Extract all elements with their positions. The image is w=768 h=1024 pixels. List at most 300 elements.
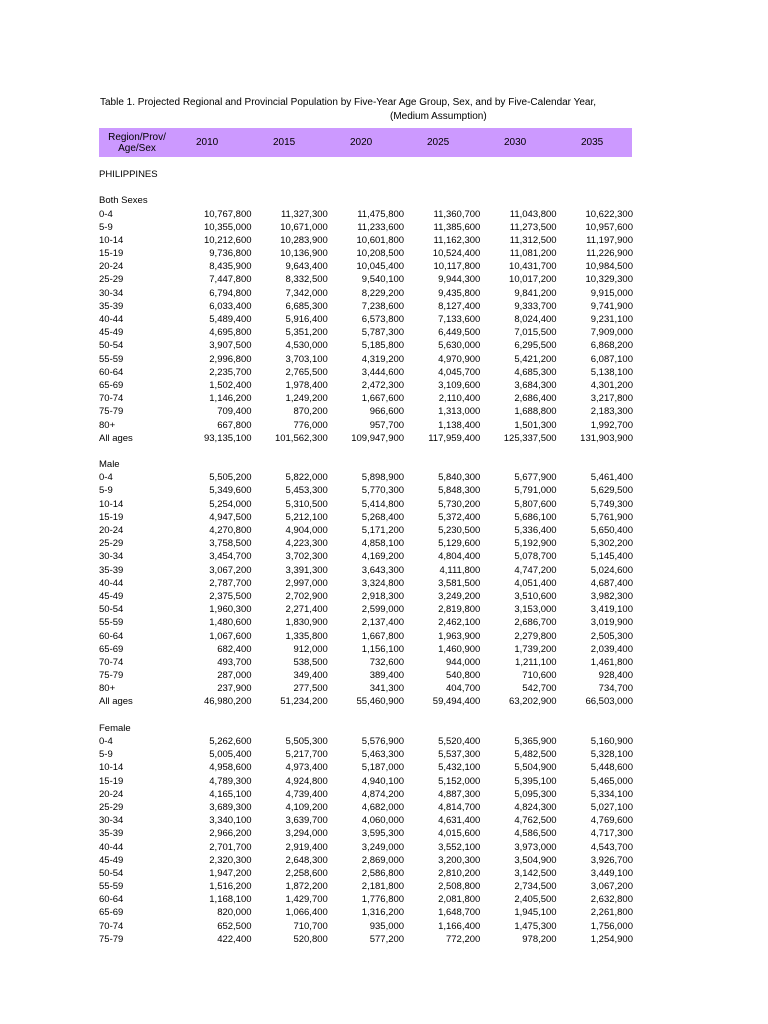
population-value: 6,087,100 [590,353,633,365]
population-value: 1,963,900 [438,630,481,642]
population-value: 131,903,900 [580,432,633,444]
population-value: 4,301,200 [590,379,633,391]
table-row [99,933,633,946]
age-group-label: 20-24 [99,788,124,800]
table-row [99,682,633,695]
table-row [99,247,633,260]
age-group-label: 75-79 [99,933,124,945]
population-value: 10,767,800 [203,208,252,220]
table-row [99,669,633,682]
population-value: 1,146,200 [209,393,252,405]
population-value: 5,365,900 [514,736,557,748]
population-value: 1,211,100 [515,656,557,668]
table-row [99,287,633,300]
population-value: 1,429,700 [285,894,328,906]
table-row [99,208,633,221]
age-group-label: 0-4 [99,208,113,220]
population-value: 51,234,200 [280,696,328,708]
age-group-label: 55-59 [99,353,124,365]
population-value: 11,475,800 [357,208,405,220]
population-value: 870,200 [293,406,328,418]
table-row [99,273,633,286]
population-value: 5,414,800 [361,498,405,510]
table-row [99,854,633,867]
population-value: 3,153,000 [514,604,557,616]
age-group-label: All ages [99,696,133,708]
population-value: 5,138,100 [590,366,633,378]
table-row [99,353,633,366]
population-value: 2,472,300 [361,379,405,391]
population-value: 5,230,500 [438,525,481,537]
age-group-label: 80+ [99,683,116,695]
age-group-label: 70-74 [99,920,124,932]
population-value: 10,355,000 [203,221,252,233]
population-value: 5,395,100 [514,775,557,787]
age-group-label: 30-34 [99,551,124,563]
population-value: 11,162,300 [433,234,481,246]
population-value: 9,736,800 [209,248,252,260]
table-row [99,841,633,854]
population-value: 5,310,500 [285,498,328,510]
population-value: 4,747,200 [514,564,557,576]
population-value: 9,333,700 [514,300,557,312]
population-value: 1,156,100 [361,643,405,655]
population-value: 1,335,800 [285,630,328,642]
population-value: 1,067,600 [209,630,252,642]
table-row [99,313,633,326]
population-value: 3,643,300 [361,564,405,576]
population-value: 2,919,400 [285,841,328,853]
population-value: 4,739,400 [285,788,328,800]
population-value: 1,138,400 [438,419,481,431]
population-value: 404,700 [445,683,481,695]
population-value: 4,887,300 [438,788,481,800]
population-value: 4,060,000 [361,815,405,827]
table-title-line-1: Table 1. Projected Regional and Provincial Population by Five-Year Age Group, Sex, and by Five-Calendar Year, [100,97,597,108]
spacer-row [99,709,633,722]
table-row [99,564,633,577]
age-group-label: 60-64 [99,894,124,906]
population-value: 3,581,500 [438,577,481,589]
age-group-label: 25-29 [99,538,124,550]
population-value: 2,734,500 [514,881,557,893]
population-value: 4,695,800 [209,327,252,339]
table-row [99,643,633,656]
population-value: 577,200 [369,933,405,945]
age-group-label: 45-49 [99,327,124,339]
population-value: 682,400 [217,643,252,655]
age-group-label: 45-49 [99,590,124,602]
table-row [99,577,633,590]
population-value: 4,769,600 [590,815,633,827]
population-value: 3,294,000 [285,828,328,840]
table-row [99,867,633,880]
table-row [99,524,633,537]
population-value: 4,319,200 [361,353,405,365]
population-value: 10,329,300 [585,274,633,286]
population-value: 8,435,900 [209,261,252,273]
population-value: 5,421,200 [514,353,557,365]
population-value: 5,152,000 [438,775,481,787]
population-value: 9,915,000 [590,287,633,299]
population-value: 1,502,400 [209,379,252,391]
table-row [99,511,633,524]
population-value: 1,249,200 [285,393,328,405]
age-group-label: 50-54 [99,604,124,616]
header-region-label-1: Region/Prov/ [108,131,166,143]
population-value: 1,992,700 [590,419,633,431]
population-value: 5,268,400 [361,511,405,523]
population-value: 11,197,900 [586,234,633,246]
population-value: 5,505,300 [285,736,328,748]
population-value: 2,701,700 [209,841,252,853]
population-value: 3,449,100 [590,867,633,879]
population-value: 7,342,000 [285,287,328,299]
population-value: 4,111,800 [439,564,481,576]
age-group-label: 10-14 [99,498,124,510]
population-value: 5,432,100 [438,762,481,774]
population-value: 4,970,900 [438,353,481,365]
age-group-label: 35-39 [99,828,124,840]
population-value: 3,702,300 [285,551,328,563]
population-value: 2,996,800 [209,353,252,365]
population-value: 3,639,700 [285,815,328,827]
population-value: 4,717,300 [590,828,633,840]
population-value: 2,405,500 [514,894,557,906]
population-value: 2,787,700 [209,577,252,589]
population-value: 667,800 [217,419,252,431]
age-group-label: 65-69 [99,643,124,655]
age-group-label: 30-34 [99,815,124,827]
age-group-label: 5-9 [99,749,113,761]
table-title-line-2: (Medium Assumption) [390,111,487,122]
age-group-label: 15-19 [99,511,124,523]
table-row [99,379,633,392]
population-value: 10,622,300 [585,208,633,220]
population-value: 3,982,300 [590,590,633,602]
population-value: 5,302,200 [590,538,633,550]
population-value: 5,095,300 [514,788,557,800]
population-value: 6,794,800 [209,287,252,299]
population-value: 5,898,900 [361,472,405,484]
population-value: 5,187,000 [361,762,405,774]
population-value: 4,973,400 [285,762,328,774]
population-value: 1,947,200 [209,867,252,879]
table-row [99,827,633,840]
population-value: 101,562,300 [274,432,328,444]
population-value: 11,327,300 [280,208,328,220]
population-value: 1,756,000 [590,920,633,932]
population-value: 5,791,000 [514,485,557,497]
population-value: 4,940,100 [361,775,405,787]
population-value: 5,185,800 [361,340,405,352]
table-row [99,366,633,379]
table-row [99,392,633,405]
population-value: 928,400 [598,670,633,682]
population-value: 2,997,000 [285,577,328,589]
population-value: 341,300 [369,683,405,695]
population-value: 5,489,400 [209,314,252,326]
population-value: 66,503,000 [585,696,633,708]
table-header [99,128,632,157]
age-group-label: 0-4 [99,472,113,484]
population-value: 287,000 [217,670,252,682]
population-value: 422,400 [217,933,252,945]
header-region-label-2: Age/Sex [118,142,156,154]
population-value: 5,351,200 [285,327,328,339]
population-value: 4,824,300 [514,801,557,813]
table-row [99,893,633,906]
population-value: 2,599,000 [361,604,405,616]
age-group-label: 35-39 [99,300,124,312]
population-value: 5,328,100 [590,749,633,761]
population-value: 5,916,400 [285,314,328,326]
age-group-label: 25-29 [99,801,124,813]
population-value: 3,684,300 [514,379,557,391]
population-value: 538,500 [293,656,328,668]
header-year-2015: 2015 [273,137,296,148]
population-value: 1,688,800 [514,406,557,418]
population-value: 1,648,700 [438,907,481,919]
population-value: 542,700 [522,683,557,695]
population-value: 4,109,200 [285,801,328,813]
population-value: 1,830,900 [285,617,328,629]
section-heading-row [99,194,633,207]
population-value: 4,631,400 [438,815,481,827]
population-value: 2,819,800 [438,604,481,616]
population-value: 2,632,800 [590,894,633,906]
population-value: 5,482,500 [514,749,557,761]
population-value: 652,500 [217,920,252,932]
population-value: 3,510,600 [514,590,557,602]
population-value: 772,200 [445,933,481,945]
population-value: 4,530,000 [285,340,328,352]
population-value: 2,918,300 [361,590,405,602]
population-value: 11,233,600 [357,221,405,233]
population-value: 493,700 [217,656,252,668]
population-value: 7,133,600 [438,314,481,326]
population-value: 1,776,800 [361,894,405,906]
population-value: 2,039,400 [590,643,633,655]
population-value: 3,067,200 [209,564,252,576]
population-value: 9,741,900 [590,300,633,312]
population-value: 3,249,200 [438,590,481,602]
population-value: 2,183,300 [590,406,633,418]
population-value: 2,869,000 [361,854,405,866]
population-value: 1,739,200 [514,643,557,655]
population-value: 1,667,600 [361,393,405,405]
population-value: 1,516,200 [209,881,252,893]
population-value: 2,648,300 [285,854,328,866]
population-value: 4,874,200 [361,788,405,800]
population-value: 3,391,300 [285,564,328,576]
header-year-2020: 2020 [350,137,373,148]
table-row [99,814,633,827]
population-value: 4,543,700 [590,841,633,853]
population-value: 2,235,700 [209,366,252,378]
population-value: 710,600 [522,670,557,682]
population-value: 4,687,400 [590,577,633,589]
age-group-label: 35-39 [99,564,124,576]
population-value: 820,000 [217,907,252,919]
table-row [99,537,633,550]
table-row [99,260,633,273]
population-value: 4,947,500 [209,511,252,523]
population-value: 11,360,700 [433,208,481,220]
population-value: 3,926,700 [590,854,633,866]
population-value: 2,966,200 [209,828,252,840]
population-value: 8,024,400 [514,314,557,326]
population-value: 957,700 [369,419,405,431]
population-value: 2,081,800 [438,894,481,906]
population-value: 5,448,600 [590,762,633,774]
header-year-2035: 2035 [581,137,604,148]
population-value: 1,460,900 [438,643,481,655]
population-value: 5,461,400 [590,472,633,484]
population-value: 5,192,900 [514,538,557,550]
population-value: 3,217,800 [590,393,633,405]
population-value: 1,475,300 [514,920,557,932]
population-value: 3,454,700 [209,551,252,563]
population-value: 6,685,300 [285,300,328,312]
population-value: 59,494,400 [432,696,481,708]
population-value: 5,145,400 [590,551,633,563]
population-value: 4,904,000 [285,525,328,537]
population-value: 4,223,300 [285,538,328,550]
header-year-2025: 2025 [427,137,450,148]
population-value: 4,682,000 [361,801,405,813]
population-value: 3,249,000 [361,841,405,853]
population-value: 5,537,300 [438,749,481,761]
age-group-label: All ages [99,432,133,444]
age-group-label: 70-74 [99,656,124,668]
population-value: 11,385,600 [433,221,481,233]
population-value: 7,447,800 [209,274,252,286]
population-value: 4,051,400 [514,577,557,589]
population-value: 10,984,500 [585,261,633,273]
population-value: 5,336,400 [514,525,557,537]
population-value: 5,465,000 [590,775,633,787]
table-row [99,630,633,643]
age-group-label: 20-24 [99,525,124,537]
population-value: 10,524,400 [432,248,481,260]
table-row [99,234,633,247]
section-heading-row [99,458,633,471]
population-value: 5,504,900 [514,762,557,774]
age-group-label: 10-14 [99,762,124,774]
age-group-label: 5-9 [99,485,113,497]
population-value: 3,419,100 [590,604,633,616]
population-value: 10,136,900 [280,248,328,260]
population-value: 3,907,500 [209,340,252,352]
population-value: 4,165,100 [209,788,252,800]
age-group-label: 50-54 [99,867,124,879]
section-heading-row [99,722,633,735]
age-group-label: 0-4 [99,736,113,748]
population-value: 3,340,100 [209,815,252,827]
population-value: 2,810,200 [438,867,481,879]
table-row [99,616,633,629]
population-value: 1,978,400 [285,379,328,391]
population-value: 5,630,000 [438,340,481,352]
table-row [99,603,633,616]
population-value: 125,337,500 [503,432,557,444]
population-value: 710,700 [293,920,328,932]
population-value: 11,273,500 [509,221,557,233]
population-value: 2,181,800 [361,881,405,893]
population-value: 4,958,600 [209,762,252,774]
population-value: 4,270,800 [209,525,252,537]
population-value: 3,973,000 [514,841,557,853]
population-value: 732,600 [369,656,405,668]
population-value: 944,000 [445,656,481,668]
spacer-cell [99,445,633,458]
table-row [99,432,633,445]
population-value: 5,686,100 [514,511,557,523]
population-value: 9,435,800 [438,287,481,299]
table-row [99,656,633,669]
population-value: 6,573,800 [361,314,405,326]
section-heading: Both Sexes [99,195,148,207]
age-group-label: 15-19 [99,775,124,787]
population-value: 966,600 [369,406,405,418]
population-value: 1,872,200 [285,881,328,893]
population-value: 3,689,300 [209,801,252,813]
population-value: 912,000 [293,643,328,655]
population-value: 5,453,300 [285,485,328,497]
population-value: 3,703,100 [285,353,328,365]
population-value: 9,643,400 [285,261,328,273]
population-table [99,168,633,946]
age-group-label: 15-19 [99,248,124,260]
population-value: 3,552,100 [438,841,481,853]
spacer-row [99,181,633,194]
population-value: 6,868,200 [590,340,633,352]
table-row [99,906,633,919]
population-value: 10,431,700 [509,261,557,273]
population-value: 8,127,400 [438,300,481,312]
age-group-label: 75-79 [99,670,124,682]
population-value: 11,312,500 [509,234,557,246]
population-value: 11,081,200 [509,248,557,260]
population-value: 46,980,200 [203,696,252,708]
population-value: 5,254,000 [209,498,252,510]
table-row [99,550,633,563]
population-value: 11,043,800 [509,208,557,220]
region-name: PHILIPPINES [99,169,158,180]
header-year-2010: 2010 [196,137,219,148]
population-value: 1,254,900 [590,933,633,945]
header-year-2030: 2030 [504,137,527,148]
population-value: 6,449,500 [438,327,481,339]
table-row [99,880,633,893]
age-group-label: 10-14 [99,234,124,246]
population-value: 4,586,500 [514,828,557,840]
population-value: 2,320,300 [209,854,252,866]
population-value: 5,505,200 [209,472,252,484]
population-value: 1,501,300 [514,419,557,431]
table-row [99,590,633,603]
population-value: 2,271,400 [285,604,328,616]
population-value: 709,400 [217,406,252,418]
table-row [99,405,633,418]
population-value: 4,762,500 [514,815,557,827]
population-value: 8,332,500 [285,274,328,286]
population-value: 5,160,900 [590,736,633,748]
population-value: 5,807,600 [514,498,557,510]
population-value: 5,520,400 [438,736,481,748]
population-value: 5,217,700 [285,749,328,761]
